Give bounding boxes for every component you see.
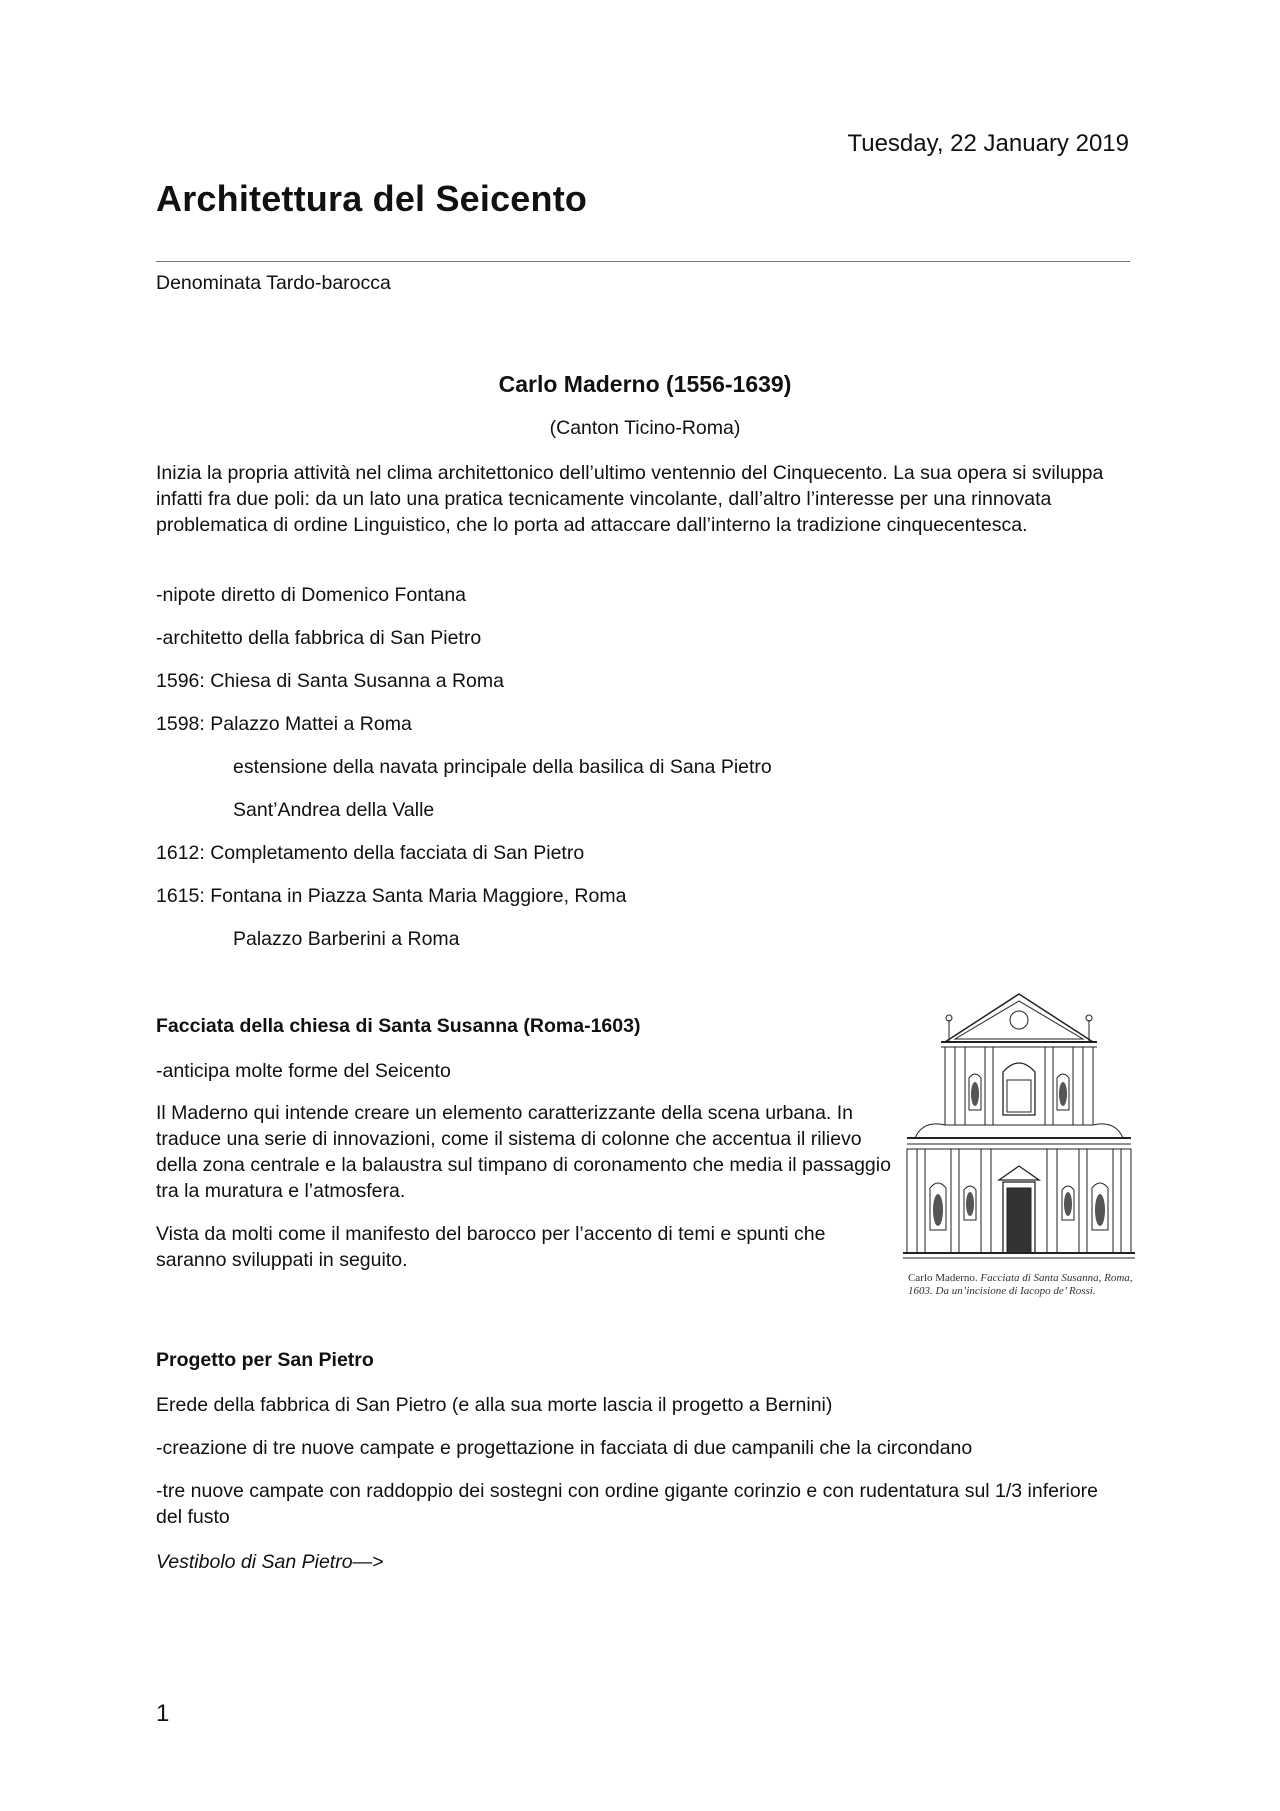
susanna-heading: Facciata della chiesa di Santa Susanna (Roma-1603): [156, 1015, 641, 1037]
maderno-item: 1598: Palazzo Mattei a Roma: [156, 713, 412, 735]
maderno-item: 1615: Fontana in Piazza Santa Maria Maggiore, Roma: [156, 885, 627, 907]
maderno-item: 1596: Chiesa di Santa Susanna a Roma: [156, 670, 504, 692]
susanna-paragraph: Il Maderno qui intende creare un elemento caratterizzante della scena urbana. In traduce una serie di innovazioni, come il sistema di colonne che accentua il rilievo della zona centrale e la balaustra sul timpano di coronamento che media il passaggio tra la muratura e l’atmosfera.: [156, 1102, 891, 1202]
page-title: Architettura del Seicento: [156, 178, 588, 219]
sanpietro-line: Erede della fabbrica di San Pietro (e alla sua morte lascia il progetto a Bernini): [156, 1394, 833, 1416]
maderno-item: Sant’Andrea della Valle: [233, 799, 435, 821]
figure-caption-author: Carlo Maderno.: [908, 1272, 978, 1284]
sanpietro-heading: Progetto per San Pietro: [156, 1349, 374, 1371]
maderno-heading: Carlo Maderno (1556-1639): [498, 371, 792, 397]
document-date: Tuesday, 22 January 2019: [847, 130, 1129, 157]
title-divider: [156, 261, 1130, 262]
maderno-item: estensione della navata principale della basilica di Sana Pietro: [233, 756, 772, 778]
susanna-line: -anticipa molte forme del Seicento: [156, 1060, 451, 1082]
figure-caption-title: Facciata di Santa Susanna, Roma, 1603. Da un’incisione di Iacopo de’ Rossi.: [908, 1272, 1133, 1297]
maderno-item: -architetto della fabbrica di San Pietro: [156, 627, 482, 649]
sanpietro-line: -creazione di tre nuove campate e progettazione in facciata di due campanili che la circondano: [156, 1437, 973, 1459]
susanna-paragraph: Vista da molti come il manifesto del barocco per l’accento di temi e spunti che saranno sviluppati in seguito.: [156, 1223, 826, 1271]
page-number: 1: [156, 1700, 170, 1727]
sanpietro-paragraph: -tre nuove campate con raddoppio dei sostegni con ordine gigante corinzio e con rudentatura sul 1/3 inferiore del fusto: [156, 1480, 1099, 1528]
maderno-item: Palazzo Barberini a Roma: [233, 928, 460, 950]
sanpietro-vestibolo-note: Vestibolo di San Pietro—>: [156, 1551, 384, 1573]
page-subtitle: Denominata Tardo-barocca: [156, 272, 391, 294]
maderno-origin: (Canton Ticino-Roma): [549, 417, 741, 439]
maderno-intro: Inizia la propria attività nel clima architettonico dell’ultimo ventennio del Cinquecento. La sua opera si sviluppa infatti fra due poli: da un lato una pratica tecnicamente vincolante, dall’altro l’interesse per una rinnovata problematica di ordine Linguistico, che lo porta ad attaccare dall’interno la tradizione cinquecentesca.: [156, 462, 1104, 536]
santa-susanna-facade-image: [903, 990, 1135, 1306]
maderno-item: -nipote diretto di Domenico Fontana: [156, 584, 467, 606]
figure-caption: [908, 1272, 1138, 1298]
maderno-item: 1612: Completamento della facciata di San Pietro: [156, 842, 585, 864]
